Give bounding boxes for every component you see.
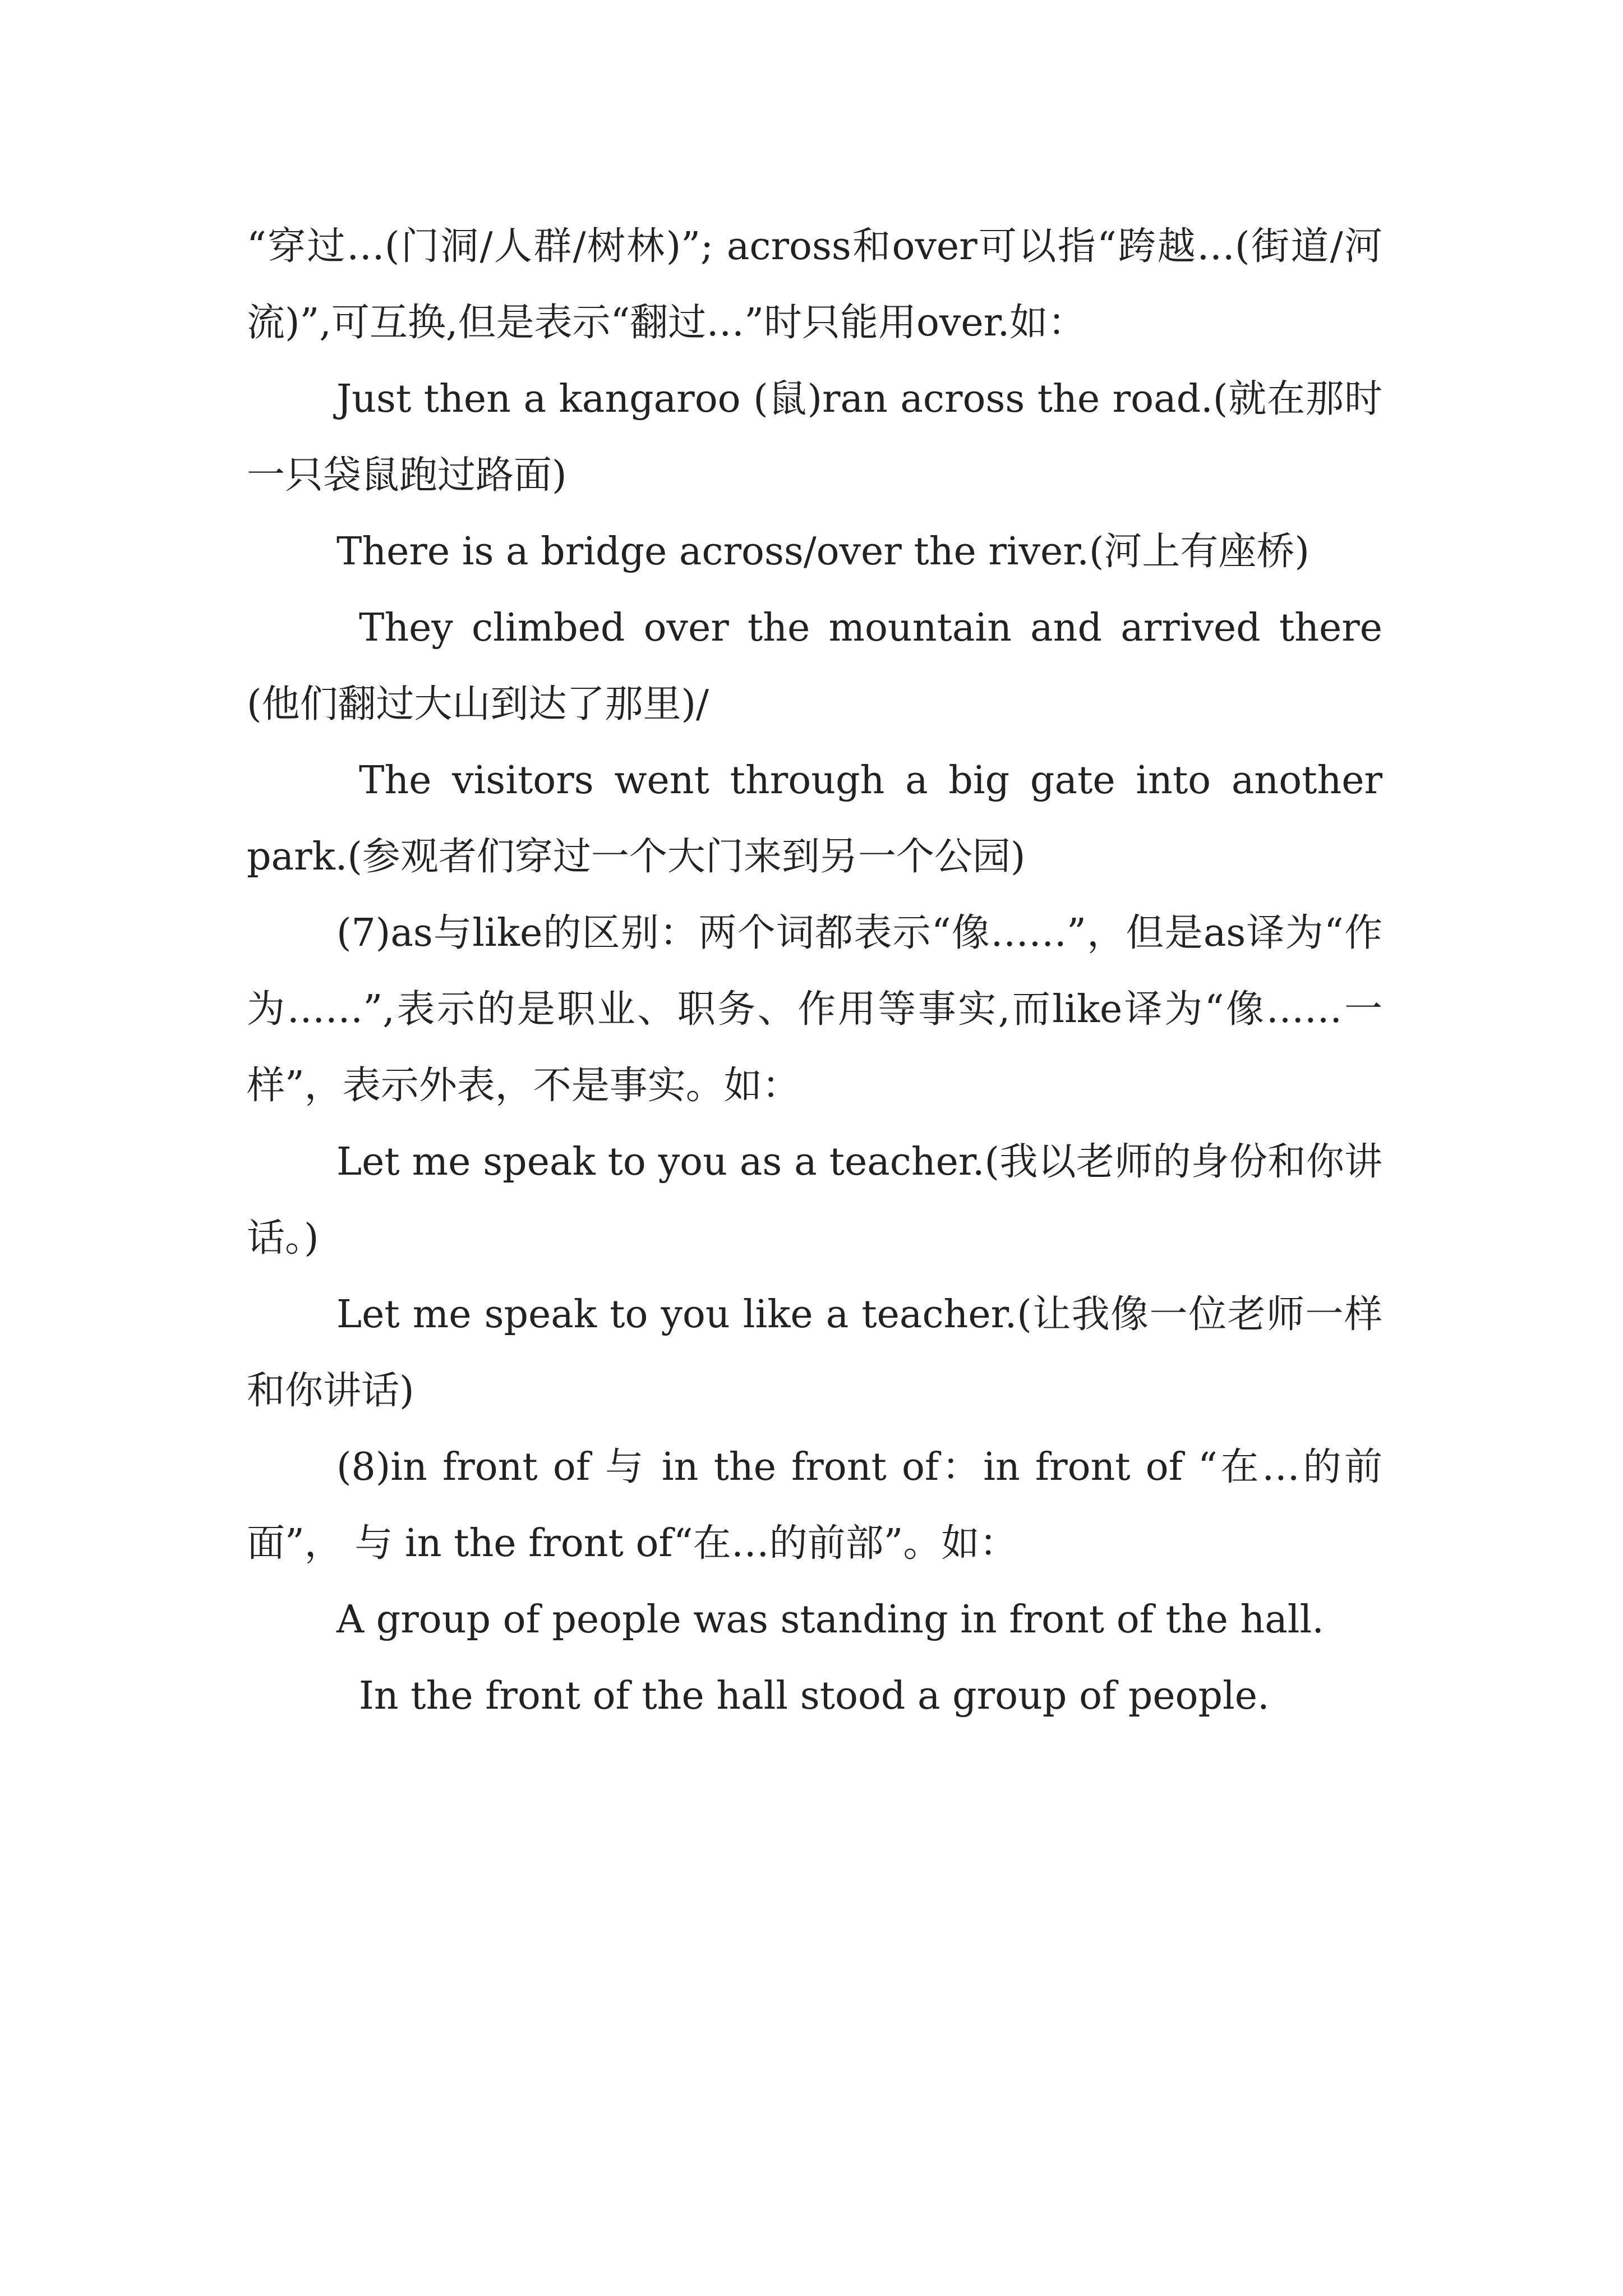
paragraph-as-teacher-example: Let me speak to you as a teacher.(我以老师的身份和你讲话。)	[247, 1140, 1382, 1260]
document-body	[247, 209, 1382, 1734]
paragraph-like-teacher-example: Let me speak to you like a teacher.(让我像一位老师一样和你讲话)	[247, 1292, 1382, 1413]
paragraph-bridge-example: There is a bridge across/over the river.(河上有座桥)	[336, 530, 1310, 574]
paragraph-in-front-example: A group of people was standing in front of the hall.	[336, 1598, 1324, 1642]
paragraph-mountain-example: They climbed over the mountain and arrived there (他们翻过大山到达了那里)/	[247, 606, 1382, 726]
paragraph-across-over-definition: “穿过…(门洞/人群/树林)”; across和over可以指“跨越…(街道/河流)”,可互换,但是表示“翻过…”时只能用over.如：	[247, 224, 1382, 345]
paragraph-in-front-of-definition: (8)in front of 与 in the front of：in front of “在…的前面”， 与 in the front of“在…的前部”。如：	[247, 1445, 1382, 1566]
paragraph-in-the-front-example: In the front of the hall stood a group of people.	[359, 1674, 1270, 1718]
paragraph-gate-example: The visitors went through a big gate into another park.(参观者们穿过一个大门来到另一个公园)	[247, 758, 1382, 879]
paragraph-as-like-definition: (7)as与like的区别：两个词都表示“像……”，但是as译为“作为……”,表示的是职业、职务、作用等事实,而like译为“像……一样”，表示外表，不是事实。如：	[247, 911, 1382, 1108]
paragraph-kangaroo-example: Just then a kangaroo (鼠)ran across the road.(就在那时一只袋鼠跑过路面)	[247, 377, 1382, 498]
